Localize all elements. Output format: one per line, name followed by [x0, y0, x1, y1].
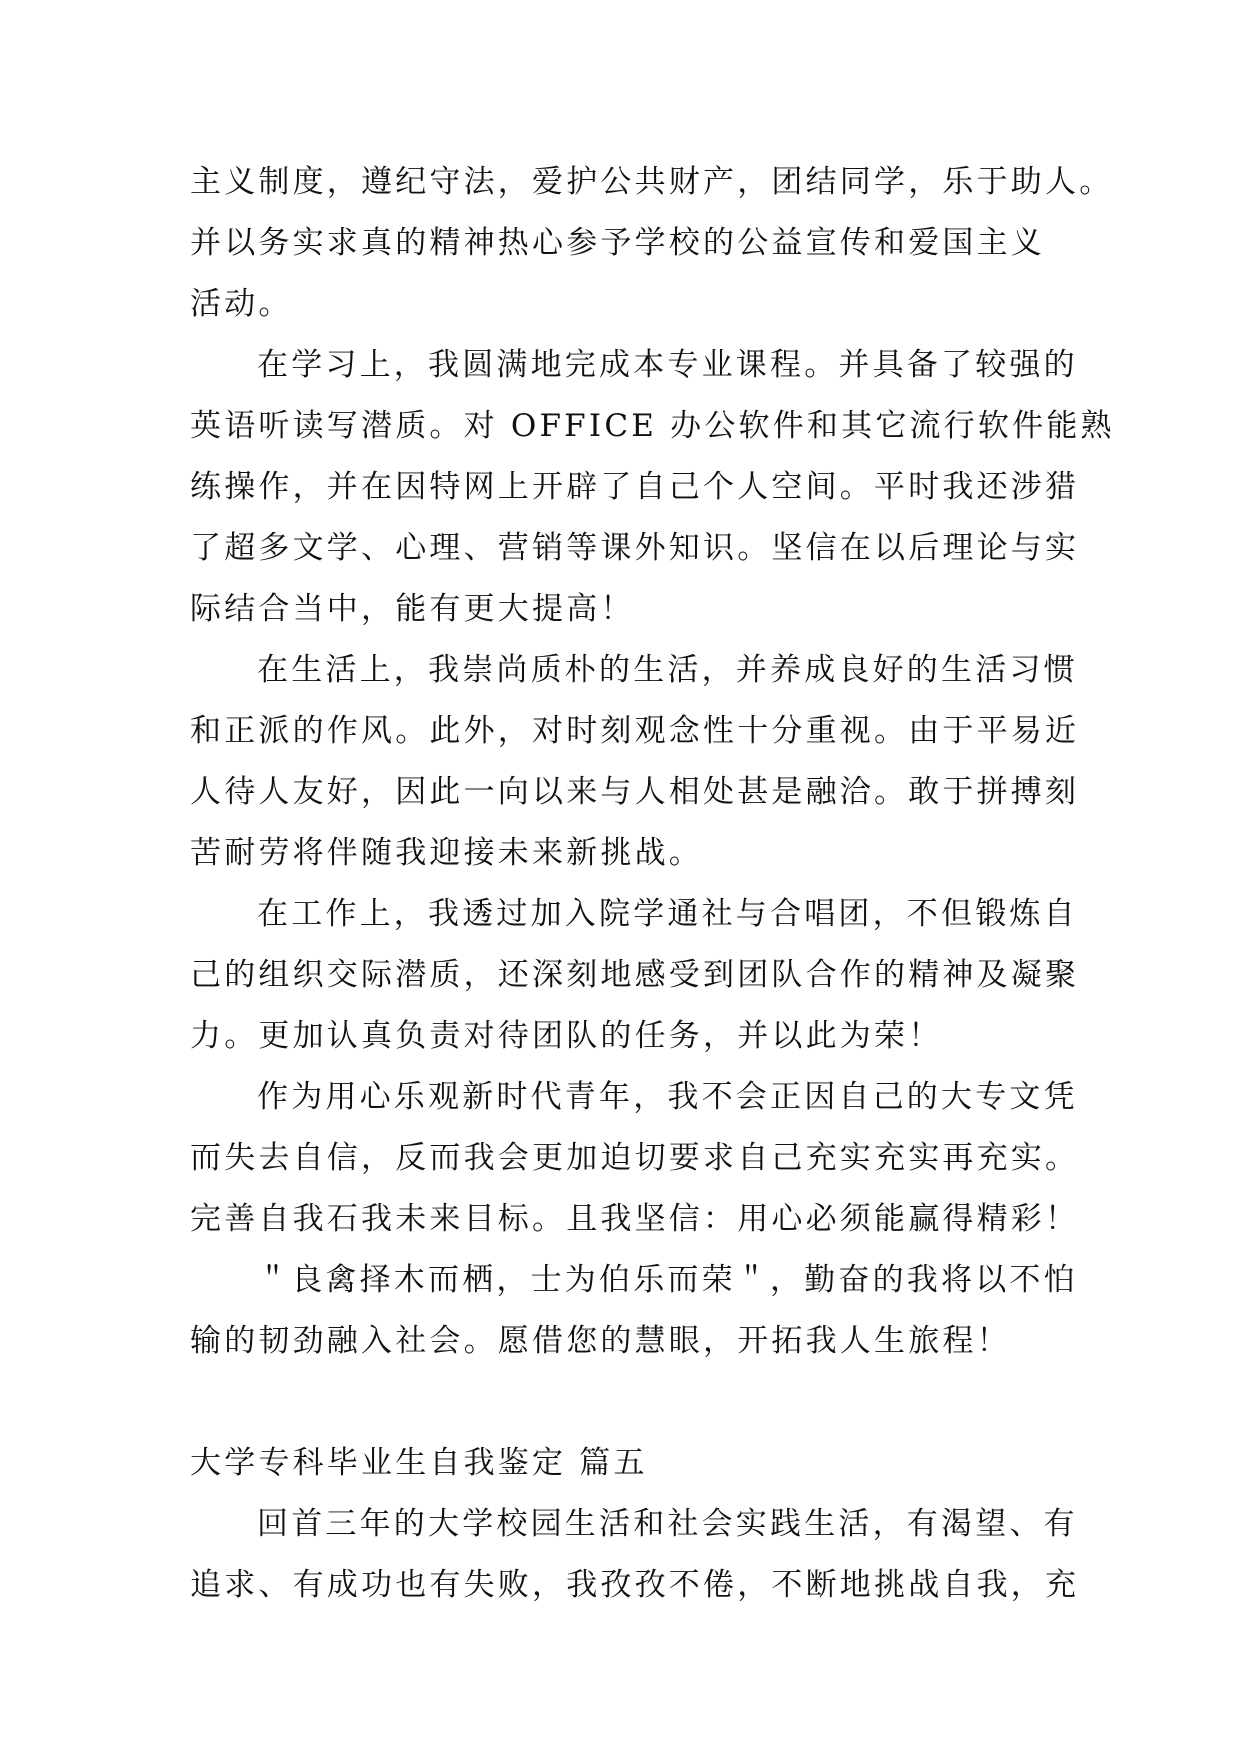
text-line: 完善自我石我未来目标。且我坚信：用心必须能赢得精彩！ — [190, 1201, 1080, 1237]
paragraph-section-five — [190, 1494, 1090, 1616]
text-line: 人待人友好，因此一向以来与人相处甚是融洽。敢于拼搏刻 — [190, 774, 1080, 810]
text-line: 输的韧劲融入社会。愿借您的慧眼，开拓我人生旅程！ — [190, 1323, 1011, 1359]
text-line: ＂良禽择木而栖，士为伯乐而荣＂，勤奋的我将以不怕 — [257, 1262, 1078, 1298]
text-line: 并以务实求真的精神热心参予学校的公益宣传和爱国主义 — [190, 225, 1045, 261]
section-heading: 大学专科毕业生自我鉴定 篇五 — [190, 1445, 648, 1481]
text-line: 活动。 — [190, 286, 293, 322]
text-line: 和正派的作风。此外，对时刻观念性十分重视。由于平易近 — [190, 713, 1080, 749]
text-line: 追求、有成功也有失败，我孜孜不倦，不断地挑战自我，充 — [190, 1567, 1080, 1603]
text-line: 作为用心乐观新时代青年，我不会正因自己的大专文凭 — [257, 1079, 1078, 1115]
text-line: 而失去自信，反而我会更加迫切要求自己充实充实再充实。 — [190, 1140, 1080, 1176]
text-line: 练操作，并在因特网上开辟了自己个人空间。平时我还涉猎 — [190, 469, 1080, 505]
paragraph-work — [190, 884, 1090, 1067]
text-line: 主义制度，遵纪守法，爱护公共财产，团结同学，乐于助人。 — [190, 164, 1114, 200]
paragraph-study — [190, 335, 1115, 640]
paragraph-life — [190, 640, 1090, 884]
text-line: 在学习上，我圆满地完成本专业课程。并具备了较强的 — [257, 347, 1078, 383]
text-line: 了超多文学、心理、营销等课外知识。坚信在以后理论与实 — [190, 530, 1080, 566]
paragraph-youth — [190, 1067, 1090, 1250]
text-line: 英语听读写潜质。对 OFFICE 办公软件和其它流行软件能熟 — [190, 408, 1115, 444]
paragraph-spacer — [190, 1372, 1090, 1433]
text-line: 在生活上，我崇尚质朴的生活，并养成良好的生活习惯 — [257, 652, 1078, 688]
text-line: 苦耐劳将伴随我迎接未来新挑战。 — [190, 835, 703, 871]
text-line: 力。更加认真负责对待团队的任务，并以此为荣！ — [190, 1018, 943, 1054]
continued-paragraph — [190, 152, 1114, 335]
text-line: 在工作上，我透过加入院学通社与合唱团，不但锻炼自 — [257, 896, 1078, 932]
paragraph-closing — [190, 1250, 1090, 1372]
text-line: 际结合当中，能有更大提高！ — [190, 591, 635, 627]
text-line: 回首三年的大学校园生活和社会实践生活，有渴望、有 — [257, 1506, 1078, 1542]
document-body — [190, 152, 1115, 1616]
text-line: 己的组织交际潜质，还深刻地感受到团队合作的精神及凝聚 — [190, 957, 1080, 993]
